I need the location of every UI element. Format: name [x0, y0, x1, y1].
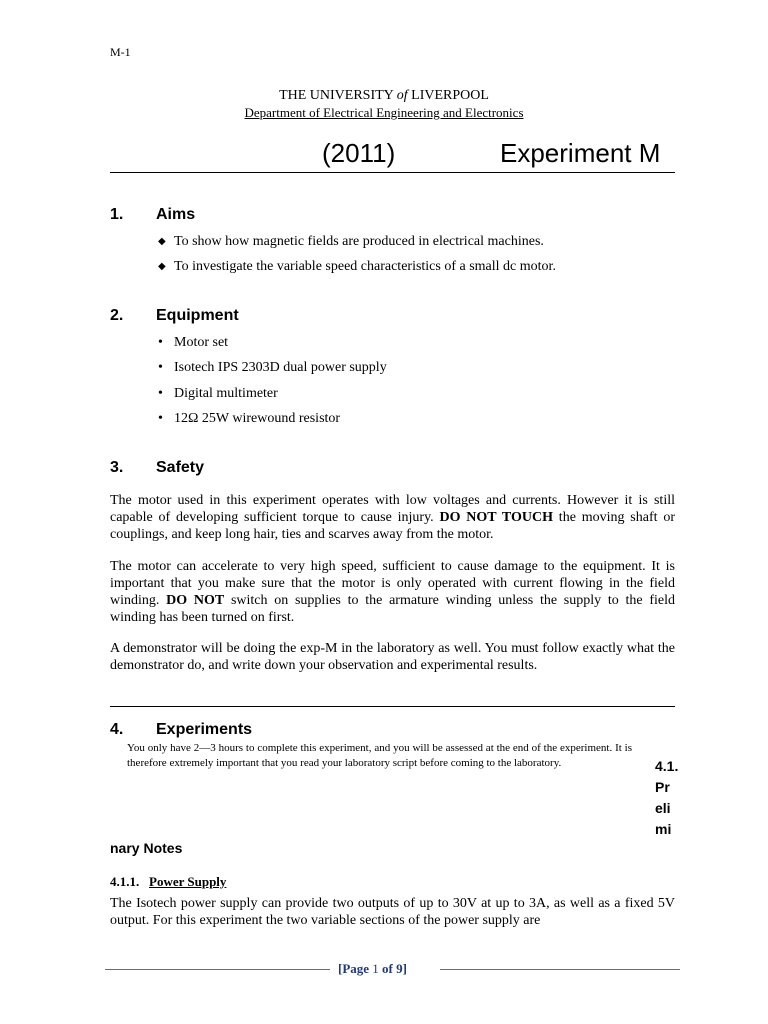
- paragraph-text: The motor can accelerate to very high speed, sufficient to cause damage to the equipment. It is important that you make sure that the motor is only operated with current flowing in the field winding.: [110, 559, 675, 608]
- subsection-title: Power Supply: [149, 874, 227, 889]
- subheading-fragment: nary Notes: [110, 840, 183, 856]
- university-of: of: [396, 88, 408, 103]
- diamond-bullet-icon: ◆: [158, 236, 166, 247]
- subsection-number: 4.1.1.: [110, 874, 140, 889]
- subheading-fragment: eli: [655, 800, 671, 816]
- list-item-text: To investigate the variable speed characteristics of a small dc motor.: [174, 259, 556, 274]
- section-title: Safety: [156, 459, 205, 476]
- diamond-bullet-icon: ◆: [158, 261, 166, 272]
- experiment-note: You only have 2—3 hours to complete this experiment, and you will be assessed at the end of the experiment. It is therefore extremely important that you read your laboratory script before coming to the laboratory.: [127, 742, 632, 769]
- page-number-current: 1: [372, 961, 379, 976]
- university-prefix: THE UNIVERSITY: [279, 88, 397, 103]
- section-number: 4.: [110, 721, 124, 738]
- section-heading-equipment: [110, 307, 410, 327]
- section-heading-experiments: [110, 721, 410, 741]
- warning-text: DO NOT: [166, 593, 225, 608]
- section-heading-aims: [110, 206, 410, 226]
- page-number: [338, 961, 407, 977]
- safety-paragraph: [110, 492, 675, 543]
- page-number-suffix: of 9]: [378, 961, 407, 976]
- department-name: Department of Electrical Engineering and Electronics: [244, 105, 524, 120]
- page-number-prefix: [Page: [338, 961, 373, 976]
- safety-paragraph: [110, 558, 675, 626]
- section-number: 1.: [110, 206, 124, 223]
- bullet-icon: •: [158, 360, 163, 375]
- university-name: [0, 88, 768, 104]
- section-number: 3.: [110, 459, 124, 476]
- list-item-text: Isotech IPS 2303D dual power supply: [174, 360, 387, 375]
- safety-paragraph: A demonstrator will be doing the exp-M in the laboratory as well. You must follow exactly what the demonstrator do, and write down your observation and experimental results.: [110, 641, 675, 673]
- paragraph-text: The motor used in this experiment operates with low voltages and currents. However it is still capable of developing sufficient torque to cause injury.: [110, 493, 675, 525]
- section-title: Experiments: [156, 721, 253, 738]
- warning-text: DO NOT TOUCH: [439, 510, 553, 525]
- subheading-fragment: 4.1.: [655, 758, 679, 774]
- list-item-text: To show how magnetic fields are produced in electrical machines.: [174, 234, 544, 249]
- power-supply-paragraph: The Isotech power supply can provide two outputs of up to 30V at up to 3A, as well as a fixed 5V output. For this experiment the two variable sections of the power supply are: [110, 896, 675, 928]
- paragraph-text: the moving shaft or couplings, and keep long hair, ties and scarves away from the motor.: [110, 510, 675, 542]
- section-number: 2.: [110, 307, 124, 324]
- subheading-fragment: mi: [655, 821, 672, 837]
- footer-rule-left: [105, 969, 330, 970]
- university-suffix: LIVERPOOL: [407, 88, 489, 103]
- bullet-icon: •: [158, 411, 163, 426]
- section-heading-safety: [110, 459, 410, 479]
- list-item-text: Digital multimeter: [174, 386, 278, 401]
- list-item-text: Motor set: [174, 335, 229, 350]
- bullet-icon: •: [158, 335, 163, 350]
- paragraph-text: switch on supplies to the armature winding unless the supply to the field winding has been turned on first.: [110, 593, 675, 625]
- bullet-icon: •: [158, 386, 163, 401]
- section-title: Equipment: [156, 307, 239, 324]
- list-item-text: 12Ω 25W wirewound resistor: [174, 411, 341, 426]
- subheading-fragment: Pr: [655, 779, 670, 795]
- title-divider: [110, 172, 675, 173]
- section-divider: [110, 706, 675, 707]
- page-label: M-1: [110, 45, 131, 59]
- document-year: (2011): [322, 138, 396, 168]
- subsection-heading-power-supply: [110, 874, 226, 890]
- section-title: Aims: [156, 206, 196, 223]
- footer-rule-right: [440, 969, 680, 970]
- document-title: Experiment M: [500, 138, 661, 168]
